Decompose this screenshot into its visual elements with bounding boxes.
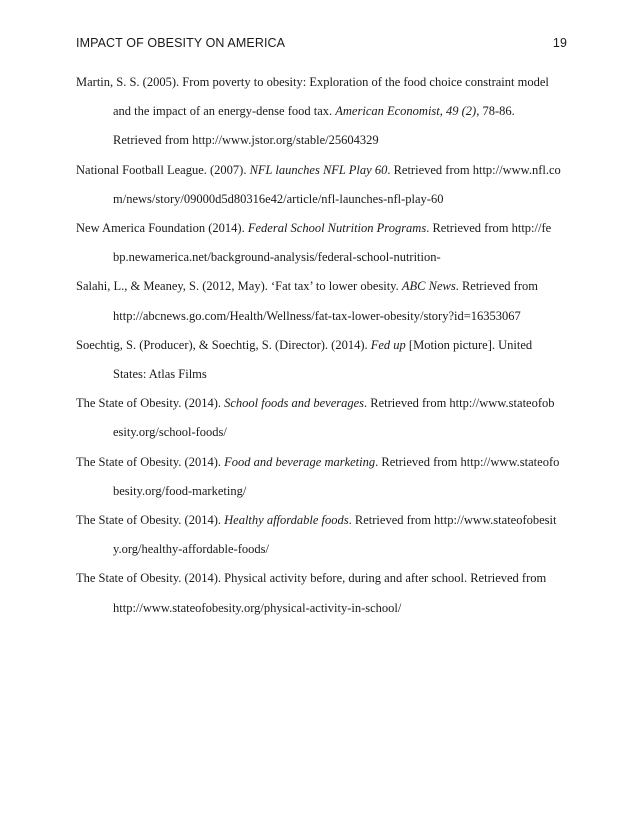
reference-text: . Retrieved from http://fe xyxy=(426,221,552,236)
reference-title-italic: Healthy affordable foods xyxy=(224,513,349,528)
running-head-title: IMPACT OF OBESITY ON AMERICA xyxy=(76,36,286,50)
reference-text: besity.org/food-marketing/ xyxy=(113,483,247,498)
reference-text: . Retrieved from xyxy=(455,279,538,294)
reference-text: . Retrieved from http://www.stateofob xyxy=(364,396,555,411)
reference-continuation-line xyxy=(76,97,567,126)
reference-continuation-line xyxy=(76,126,567,155)
reference-text: and the impact of an energy-dense food tax. xyxy=(113,104,336,119)
reference-continuation-line xyxy=(76,360,567,389)
reference-text: esity.org/school-foods/ xyxy=(113,425,227,440)
reference-title-italic: Fed up xyxy=(370,337,406,352)
reference-title-italic: Food and beverage marketing xyxy=(224,454,376,469)
reference-title-italic: Federal School Nutrition Programs xyxy=(247,221,427,236)
reference-text: , 78-86. xyxy=(476,104,515,119)
reference-text: y.org/healthy-affordable-foods/ xyxy=(113,542,269,557)
reference-text: Soechtig, S. (Producer), & Soechtig, S. (Director). (2014). xyxy=(76,337,371,352)
reference-title-italic: American Economist, 49 (2) xyxy=(335,104,477,119)
reference-list xyxy=(76,68,567,623)
reference-continuation-line xyxy=(76,185,567,214)
reference-first-line xyxy=(76,156,567,185)
reference-text: bp.newamerica.net/background-analysis/federal-school-nutrition- xyxy=(113,250,441,265)
reference-text: m/news/story/09000d5d80316e42/article/nfl-launches-nfl-play-60 xyxy=(113,191,444,206)
reference-text: . Retrieved from http://www.stateofobesit xyxy=(348,513,557,528)
reference-entry xyxy=(76,389,567,447)
reference-first-line xyxy=(76,214,567,243)
reference-text: Salahi, L., & Meaney, S. (2012, May). ‘Fat tax’ to lower obesity. xyxy=(76,279,402,294)
reference-entry xyxy=(76,331,567,389)
reference-text: National Football League. (2007). xyxy=(76,162,250,177)
reference-continuation-line xyxy=(76,535,567,564)
reference-text: . Retrieved from http://www.stateofo xyxy=(375,454,560,469)
reference-text: The State of Obesity. (2014). xyxy=(76,396,225,411)
reference-text: . Retrieved from http://www.nfl.co xyxy=(387,162,561,177)
reference-entry xyxy=(76,272,567,330)
page-number: 19 xyxy=(552,36,567,50)
reference-first-line xyxy=(76,68,567,97)
reference-entry xyxy=(76,564,567,622)
reference-entry xyxy=(76,506,567,564)
reference-text: http://abcnews.go.com/Health/Wellness/fat-tax-lower-obesity/story?id=16353067 xyxy=(113,308,521,323)
reference-continuation-line xyxy=(76,594,567,623)
reference-entry xyxy=(76,448,567,506)
reference-text: The State of Obesity. (2014). xyxy=(76,454,225,469)
reference-continuation-line xyxy=(76,418,567,447)
reference-first-line xyxy=(76,389,567,418)
reference-first-line xyxy=(76,331,567,360)
reference-title-italic: School foods and beverages xyxy=(224,396,365,411)
reference-text: States: Atlas Films xyxy=(113,367,207,382)
reference-first-line xyxy=(76,448,567,477)
reference-first-line xyxy=(76,506,567,535)
reference-continuation-line xyxy=(76,302,567,331)
reference-first-line xyxy=(76,272,567,301)
reference-text: [Motion picture]. United xyxy=(405,337,533,352)
reference-continuation-line xyxy=(76,243,567,272)
reference-entry xyxy=(76,214,567,272)
reference-title-italic: ABC News xyxy=(401,279,456,294)
reference-title-italic: NFL launches NFL Play 60 xyxy=(249,162,388,177)
running-head xyxy=(76,36,567,50)
reference-text: The State of Obesity. (2014). xyxy=(76,513,225,528)
reference-continuation-line xyxy=(76,477,567,506)
reference-text: New America Foundation (2014). xyxy=(76,221,248,236)
reference-text: The State of Obesity. (2014). Physical activity before, during and after school. Retrieved from xyxy=(76,571,547,586)
reference-entry xyxy=(76,156,567,214)
reference-text: Martin, S. S. (2005). From poverty to obesity: Exploration of the food choice constraint model xyxy=(76,75,549,89)
reference-first-line xyxy=(76,564,567,593)
reference-text: Retrieved from http://www.jstor.org/stable/25604329 xyxy=(113,133,379,148)
reference-entry xyxy=(76,68,567,156)
reference-text: http://www.stateofobesity.org/physical-activity-in-school/ xyxy=(113,600,402,615)
